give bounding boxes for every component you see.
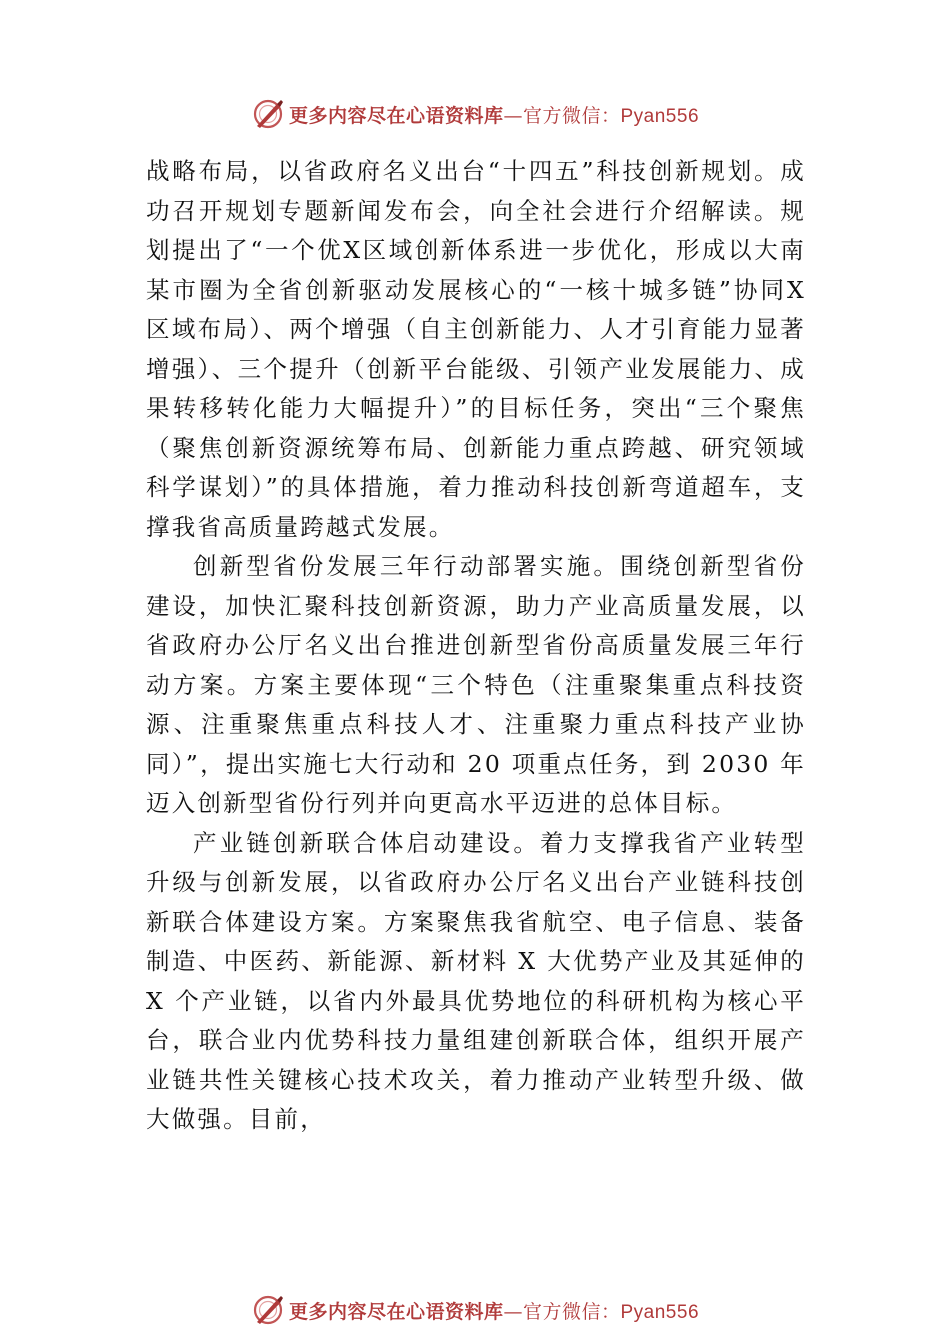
wechat-label: 官方微信： [522,104,621,127]
wechat-label: 官方微信： [522,1300,621,1323]
banner-separator: — [503,104,523,127]
site-name: 更多内容尽在心语资料库 [288,1300,504,1323]
header-banner [0,94,950,134]
footer-banner [0,1290,950,1330]
pen-logo-icon [251,1293,285,1327]
paragraph-3: 产业链创新联合体启动建设。着力支撑我省产业转型升级与创新发展，以省政府办公厅名义出台产业链科技创新联合体建设方案。方案聚焦我省航空、电子信息、装备制造、中医药、新能源、新材料 X 大优势产业及其延伸的 X 个产业链，以省内外最具优势地位的科研机构为核心平台，联合业内优势科技力量组建创新联合体，组织开展产业链共性关键核心技术攻关，着力推动产业转型升级、做大做强。目前， [146,828,806,1133]
wechat-id: Pyan556 [620,105,700,127]
banner-text [289,1297,699,1324]
site-name: 更多内容尽在心语资料库 [288,104,504,127]
banner-separator: — [503,1300,523,1323]
pen-logo-icon [251,97,285,131]
banner-text [289,101,699,128]
paragraph-1: 战略布局，以省政府名义出台“十四五”科技创新规划。成功召开规划专题新闻发布会，向全社会进行介绍解读。规划提出了“一个优X区域创新体系进一步优化，形成以大南某市圈为全省创新驱动发展核心的“一核十城多链”协同X区域布局）、两个增强（自主创新能力、人才引育能力显著增强）、三个提升（创新平台能级、引领产业发展能力、成果转移转化能力大幅提升）”的目标任务，突出“三个聚焦（聚焦创新资源统筹布局、创新能力重点跨越、研究领域科学谋划）”的具体措施，着力推动科技创新弯道超车，支撑我省高质量跨越式发展。 [146,157,806,541]
document-body [146,152,806,1140]
paragraph-2: 创新型省份发展三年行动部署实施。围绕创新型省份建设，加快汇聚科技创新资源，助力产业高质量发展，以省政府办公厅名义出台推进创新型省份高质量发展三年行动方案。方案主要体现“三个特色（注重聚集重点科技资源、注重聚焦重点科技人才、注重聚力重点科技产业协同）”，提出实施七大行动和 20 项重点任务，到 2030 年迈入创新型省份行列并向更高水平迈进的总体目标。 [146,552,806,817]
wechat-id: Pyan556 [620,1301,700,1323]
